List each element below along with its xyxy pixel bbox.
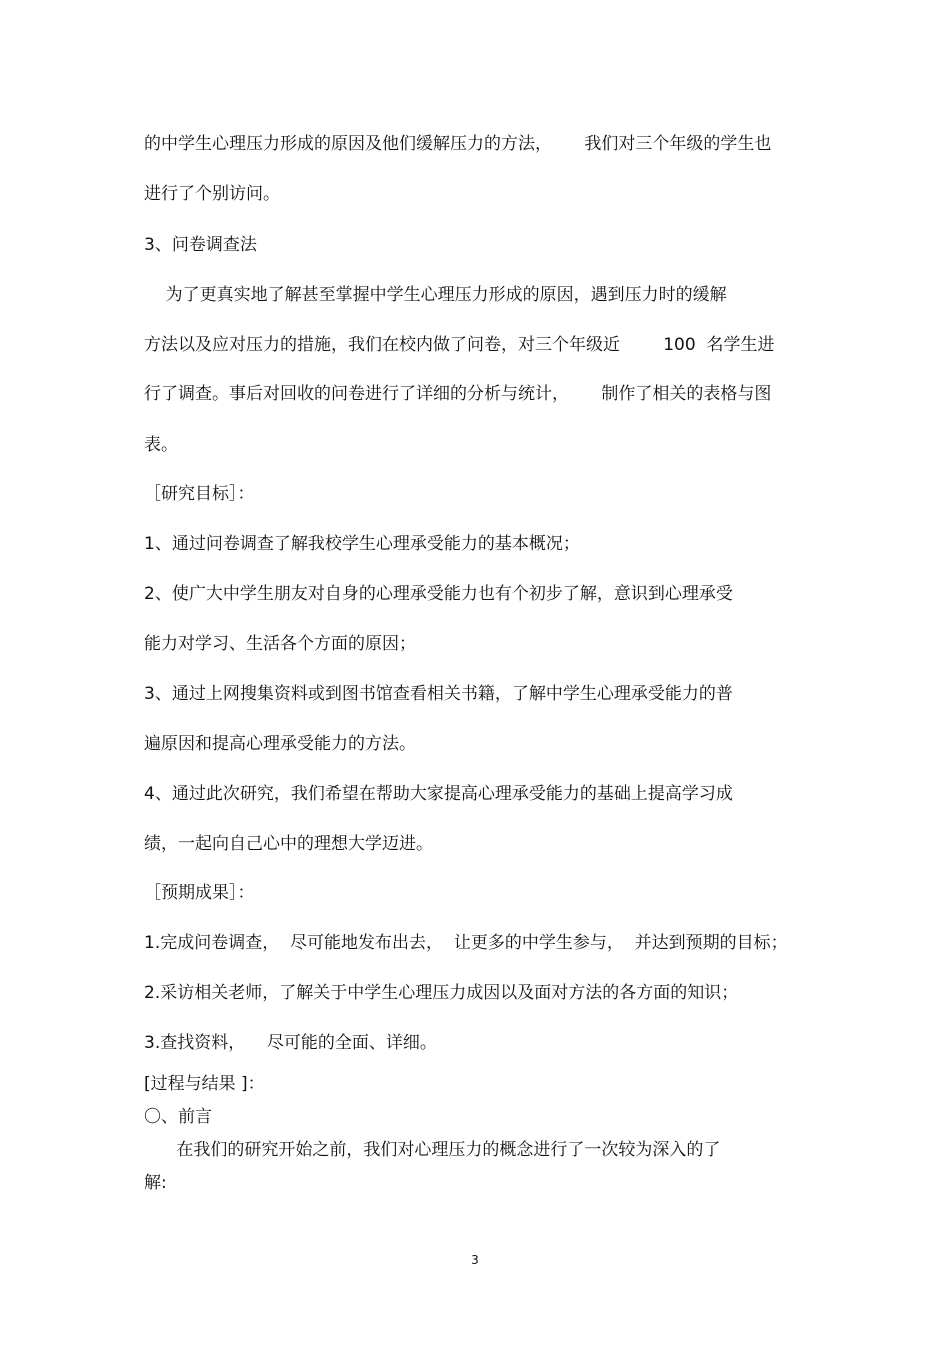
list-item: 3、通过上网搜集资料或到图书馆查看相关书籍，了解中学生心理承受能力的普 (144, 684, 733, 704)
body-text-line: 在我们的研究开始之前，我们对心理压力的概念进行了一次较为深入的了 (144, 1140, 721, 1160)
list-item: 1、通过问卷调查了解我校学生心理承受能力的基本概况； (144, 534, 580, 554)
subsection-heading: 〇、前言 (144, 1107, 212, 1127)
list-item: 3.查找资料， 尽可能的全面、详细。 (144, 1033, 437, 1053)
list-item: 4、通过此次研究，我们希望在帮助大家提高心理承受能力的基础上提高学习成 (144, 784, 733, 804)
list-item-continuation: 遍原因和提高心理承受能力的方法。 (144, 734, 416, 754)
section-heading: 3、问卷调查法 (144, 235, 257, 255)
body-text-line: 进行了个别访问。 (144, 184, 280, 204)
list-item: 2.采访相关老师，了解关于中学生心理压力成因以及面对方法的各方面的知识； (144, 983, 739, 1003)
list-item: 2、使广大中学生朋友对自身的心理承受能力也有个初步了解，意识到心理承受 (144, 584, 733, 604)
section-heading: [过程与结果 ]： (144, 1074, 265, 1094)
list-item-continuation: 能力对学习、生活各个方面的原因； (144, 634, 416, 654)
section-heading: ［研究目标］： (144, 484, 255, 504)
body-text-line: 行了调查。事后对回收的问卷进行了详细的分析与统计， 制作了相关的表格与图 (144, 384, 772, 404)
list-item: 1.完成问卷调查， 尽可能地发布出去， 让更多的中学生参与， 并达到预期的目标； (144, 933, 788, 953)
body-text-line: 为了更真实地了解甚至掌握中学生心理压力形成的原因，遇到压力时的缓解 (144, 285, 727, 305)
body-text-line: 解: (144, 1173, 167, 1193)
page-number: 3 (471, 1253, 479, 1267)
section-heading: ［预期成果］： (144, 883, 255, 903)
body-text-line: 方法以及应对压力的措施，我们在校内做了问卷，对三个年级近 100 名学生进 (144, 335, 775, 355)
body-text-line: 的中学生心理压力形成的原因及他们缓解压力的方法， 我们对三个年级的学生也 (144, 134, 772, 154)
list-item-continuation: 绩，一起向自己心中的理想大学迈进。 (144, 834, 433, 854)
body-text-line: 表。 (144, 435, 178, 455)
